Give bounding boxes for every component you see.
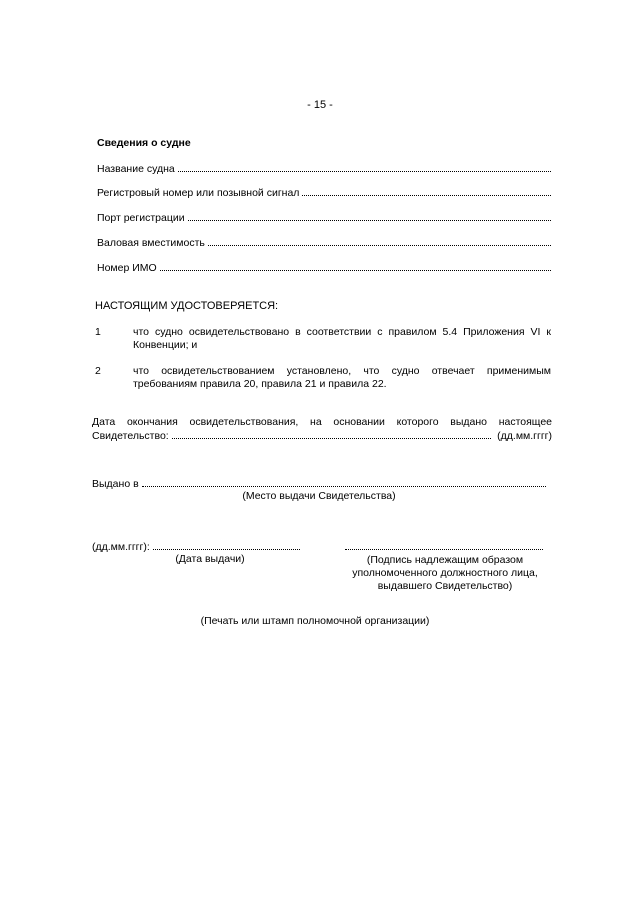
field-label: (дд.мм.гггг):	[92, 541, 150, 553]
fill-dots	[345, 540, 543, 550]
seal-caption: (Печать или штамп полномочной организации)	[200, 615, 430, 627]
date-of-issue-caption: (Дата выдачи)	[175, 553, 245, 565]
field-place-of-issue[interactable]	[92, 477, 546, 490]
fill-dots	[208, 236, 551, 246]
field-label: Выдано в	[92, 478, 139, 490]
survey-date-text: Дата окончания освидетельствования, на основании которого выдано настоящее	[92, 416, 552, 428]
item-text: что судно освидетельствовано в соответствии с правилом 5.4 Приложения VI к Конвенции; и	[133, 326, 551, 351]
fill-dots	[188, 211, 551, 221]
field-date-of-issue[interactable]	[92, 540, 300, 553]
field-port-of-registry[interactable]	[97, 211, 551, 224]
signature-caption	[340, 554, 550, 593]
field-label: Валовая вместимость	[97, 237, 205, 249]
signature-caption-line: (Подпись надлежащим образом	[366, 554, 524, 566]
field-label: Свидетельство:	[92, 430, 169, 442]
field-label: Порт регистрации	[97, 212, 185, 224]
page-number: - 15 -	[307, 99, 333, 111]
item-number: 2	[95, 365, 101, 377]
date-format-hint: (дд.мм.гггг)	[497, 430, 552, 442]
signature-caption-line: выдавшего Свидетельство)	[377, 580, 513, 592]
field-gross-tonnage[interactable]	[97, 236, 551, 249]
fill-dots	[302, 186, 551, 196]
fill-dots	[153, 540, 300, 550]
fill-dots	[142, 477, 546, 487]
fill-dots	[178, 162, 551, 172]
fill-dots	[160, 261, 551, 271]
item-text: что освидетельствованием установлено, что судно отвечает применимым требованиям правила 20, правила 21 и правила 22.	[133, 365, 551, 390]
field-registry-number[interactable]	[97, 186, 551, 199]
field-label: Номер ИМО	[97, 262, 157, 274]
field-signature[interactable]	[345, 540, 543, 550]
certify-heading: НАСТОЯЩИМ УДОСТОВЕРЯЕТСЯ:	[95, 300, 279, 312]
field-label: Регистровый номер или позывной сигнал	[97, 187, 300, 199]
fill-dots	[172, 429, 491, 439]
item-number: 1	[95, 326, 101, 338]
place-of-issue-caption: (Место выдачи Свидетельства)	[242, 490, 396, 502]
field-imo-number[interactable]	[97, 261, 551, 274]
field-ship-name[interactable]	[97, 162, 551, 175]
section-title: Сведения о судне	[97, 137, 191, 149]
signature-caption-line: уполномоченного должностного лица,	[352, 567, 538, 579]
field-label: Название судна	[97, 163, 175, 175]
field-survey-date[interactable]	[92, 429, 552, 442]
